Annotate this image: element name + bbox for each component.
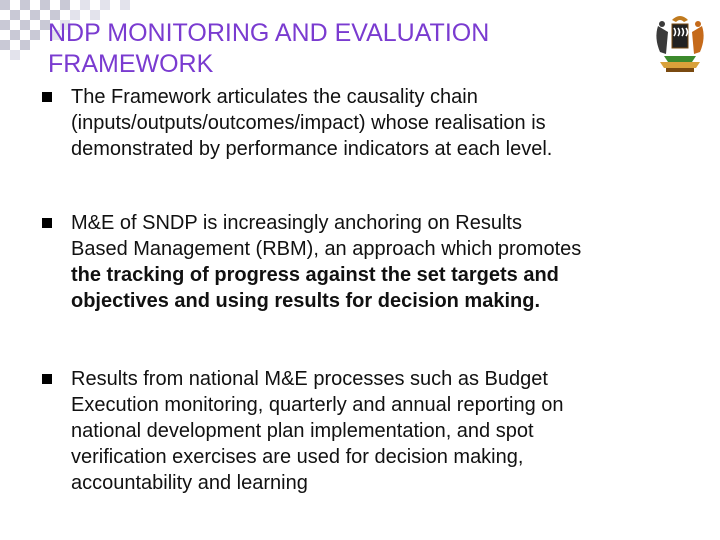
bullet-line: demonstrated by performance indicators at each level. [71,138,553,160]
square-bullet-icon [42,374,52,384]
title-line-1: NDP MONITORING AND EVALUATION [48,19,490,47]
bullet-line: Results from national M&E processes such as Budget [71,368,548,390]
bullet-line: objectives and using results for decision making. [71,290,541,312]
bullet-line: the tracking of progress against the set targets and [71,264,559,286]
bullet-line: accountability and learning [71,472,308,494]
bullet-line: national development plan implementation, and spot [71,420,534,442]
bullet-line: (inputs/outputs/outcomes/impact) whose realisation is [71,112,546,134]
title-line-2: FRAMEWORK [48,50,214,78]
bullet-line: The Framework articulates the causality chain [71,86,478,108]
coat-of-arms-icon [650,12,710,74]
bullet-text [71,210,686,314]
bullet-line: Based Management (RBM), an approach which promotes [71,238,582,260]
bullet-line: Execution monitoring, quarterly and annual reporting on [71,394,564,416]
bullet-text [71,84,686,162]
square-bullet-icon [42,218,52,228]
bullet-line: M&E of SNDP is increasingly anchoring on Results [71,212,522,234]
square-bullet-icon [42,92,52,102]
bullet-line: verification exercises are used for decision making, [71,446,524,468]
page-title [48,18,628,80]
bullet-text [71,366,686,496]
